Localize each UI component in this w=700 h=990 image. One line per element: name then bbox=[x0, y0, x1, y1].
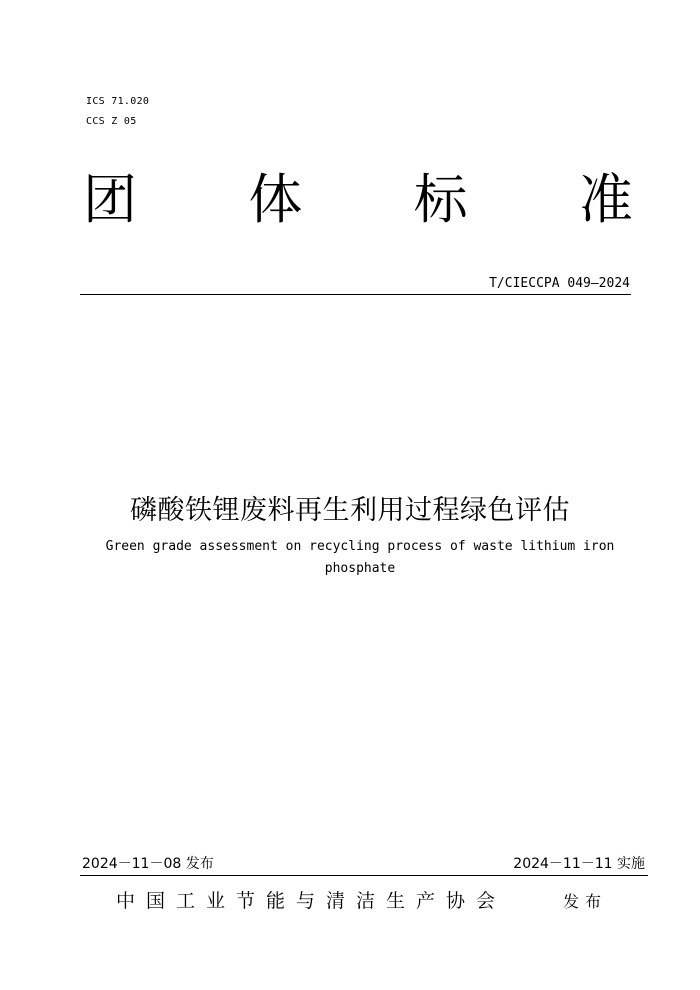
classification-codes bbox=[86, 92, 149, 132]
top-divider bbox=[80, 294, 631, 295]
standard-number: T/CIECCPA 049—2024 bbox=[489, 276, 630, 291]
category-title bbox=[78, 160, 638, 230]
ccs-code: CCS Z 05 bbox=[86, 116, 137, 127]
category-title-char: 体 bbox=[248, 167, 303, 231]
ics-code: ICS 71.020 bbox=[86, 96, 150, 107]
publish-date: 2024－11－08 发布 bbox=[82, 856, 214, 872]
publisher-name: 中国工业节能与清洁生产协会 bbox=[116, 890, 507, 912]
document-title-english: Green grade assessment on recycling process of waste lithium iron phosphate bbox=[105, 539, 615, 576]
publisher-action: 发布 bbox=[563, 892, 608, 911]
category-title-char: 标 bbox=[413, 167, 468, 231]
bottom-divider bbox=[80, 875, 648, 876]
implementation-date: 2024－11－11 实施 bbox=[513, 856, 645, 872]
category-title-char: 准 bbox=[578, 167, 633, 231]
category-title-char: 团 bbox=[83, 167, 137, 231]
document-title-chinese: 磷酸铁锂废料再生利用过程绿色评估 bbox=[130, 495, 570, 526]
